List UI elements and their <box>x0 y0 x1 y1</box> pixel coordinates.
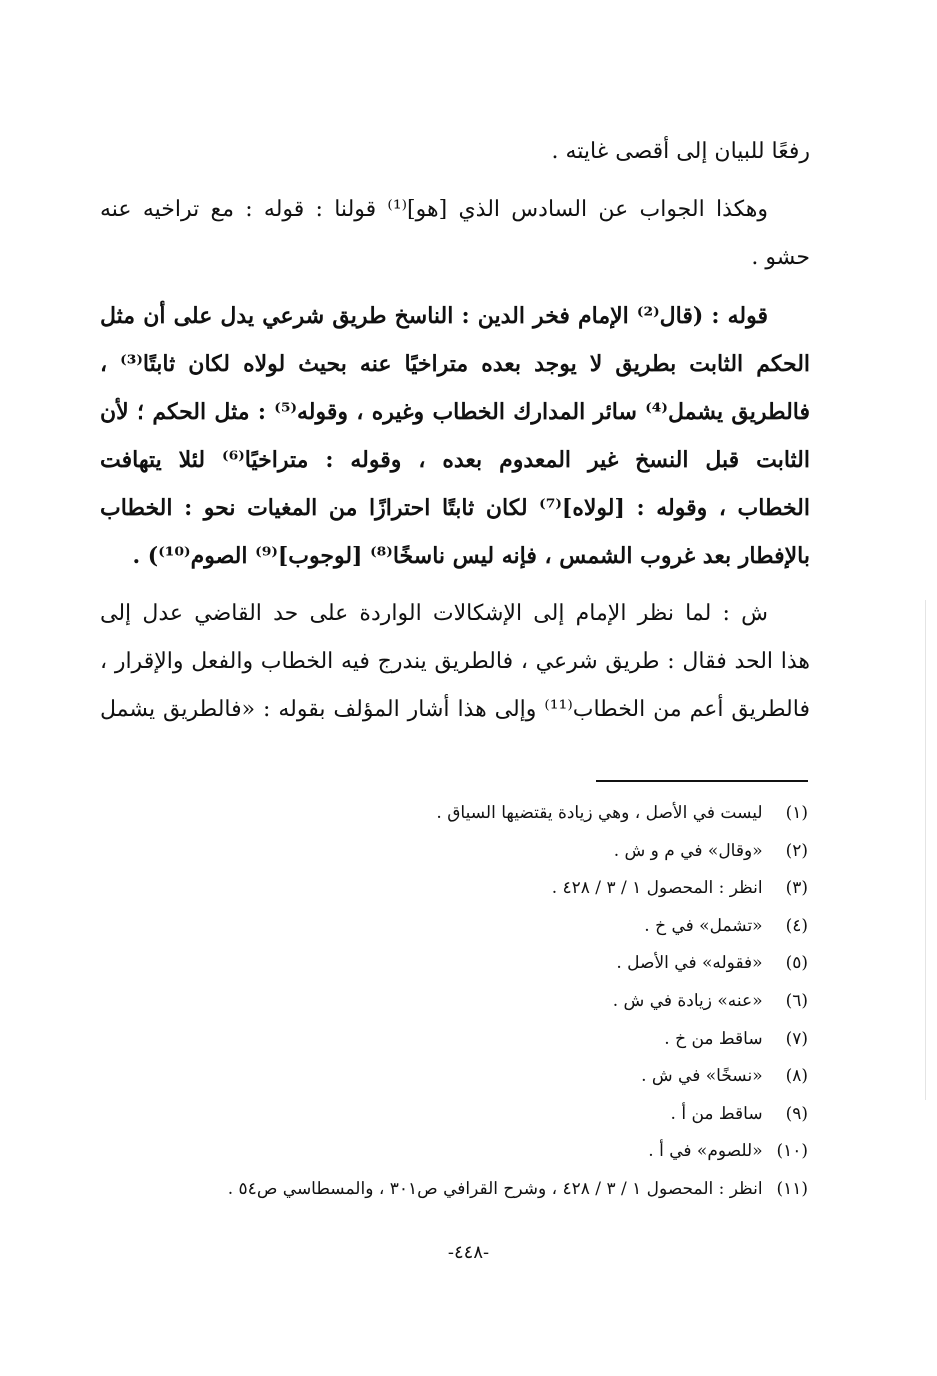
footnote-number: (١١) <box>776 1178 808 1199</box>
footnote <box>100 870 808 908</box>
footnote-text: انظر : المحصول ١ / ٣ / ٤٢٨ ، وشرح القرافي ص٣٠١ ، والمسطاسي ص٥٤ . <box>227 1178 763 1199</box>
text-line: حشو . <box>751 245 810 270</box>
footnote <box>100 833 808 871</box>
footnote-number: (٩) <box>785 1103 808 1124</box>
text-line: الخطاب ، وقوله : [لولاه]⁽⁷⁾ لكان ثابتًا احترازًا من المغيات نحو : الخطاب <box>100 495 810 521</box>
page-edge-shadow <box>925 600 926 1100</box>
footnotes <box>100 795 808 1209</box>
text-line: الثابت قبل النسخ غير المعدوم بعده ، وقوله : متراخيًا⁽⁶⁾ لئلا يتهافت <box>100 447 810 473</box>
footnote <box>100 945 808 983</box>
footnote-number: (٤) <box>785 915 808 936</box>
footnote-text: ليست في الأصل ، وهي زيادة يقتضيها السياق . <box>436 803 763 823</box>
footnote-text: ساقط من خ . <box>664 1028 763 1049</box>
text-line: فالطريق أعم من الخطاب⁽¹¹⁾ وإلى هذا أشار المؤلف بقوله : «فالطريق يشمل <box>100 697 810 722</box>
text-line: ش : لما نظر الإمام إلى الإشكالات الواردة على حد القاضي عدل إلى <box>100 601 768 626</box>
page-number: -٤٤٨- <box>447 1242 490 1263</box>
footnote-number: (٣) <box>785 878 808 899</box>
footnote-number: (١) <box>785 803 808 823</box>
text-line: بالإفطار بعد غروب الشمس ، فإنه ليس ناسخًا⁽⁸⁾ [لوجوب]⁽⁹⁾ الصوم⁽¹⁰⁾) . <box>132 543 810 569</box>
text-line: قوله : (قال⁽²⁾ الإمام فخر الدين : الناسخ طريق شرعي يدل على أن مثل <box>100 303 768 329</box>
footnote-number: (٨) <box>785 1066 808 1087</box>
footnote-text: «فقوله» في الأصل . <box>616 953 763 974</box>
footnote-text: انظر : المحصول ١ / ٣ / ٤٢٨ . <box>551 878 763 899</box>
text-line: هذا الحد فقال : طريق شرعي ، فالطريق يندرج فيه الخطاب والفعل والإقرار ، <box>100 649 810 674</box>
footnote-number: (٢) <box>785 840 808 861</box>
footnote-number: (٥) <box>785 953 808 974</box>
footnote-text: «وقال» في م و ش . <box>613 840 763 861</box>
text-line: رفعًا للبيان إلى أقصى غايته . <box>551 139 810 164</box>
footnote <box>100 908 808 946</box>
footnote <box>100 1096 808 1134</box>
footnote <box>100 1171 808 1209</box>
text-line: فالطريق يشمل⁽⁴⁾ سائر المدارك الخطاب وغيره ، وقوله⁽⁵⁾ : مثل الحكم ؛ لأن <box>100 399 810 425</box>
footnote-text: «عنه» زيادة في ش . <box>612 990 763 1011</box>
footnote-text: ساقط من أ . <box>670 1103 763 1124</box>
footnote-text: «للصوم» في أ . <box>648 1141 763 1162</box>
footnote-number: (١٠) <box>776 1141 808 1162</box>
footnote <box>100 1021 808 1059</box>
footnote <box>100 1058 808 1096</box>
footnote-number: (٧) <box>785 1028 808 1049</box>
text-line: وهكذا الجواب عن السادس الذي [هو]⁽¹⁾ قولنا : قوله : مع تراخيه عنه <box>100 197 768 222</box>
text-line: الحكم الثابت بطريق لا يوجد بعده متراخيًا عنه بحيث لولاه لكان ثابتًا⁽³⁾ ، <box>100 351 810 377</box>
footnote-text: «تشمل» في خ . <box>644 915 763 936</box>
footnote-number: (٦) <box>785 990 808 1011</box>
footnote-text: «نسخًا» في ش . <box>641 1066 763 1087</box>
footnote <box>100 1133 808 1171</box>
footnote-separator <box>596 780 808 782</box>
main-text <box>100 128 810 734</box>
footnote <box>100 983 808 1021</box>
footnote <box>100 795 808 833</box>
